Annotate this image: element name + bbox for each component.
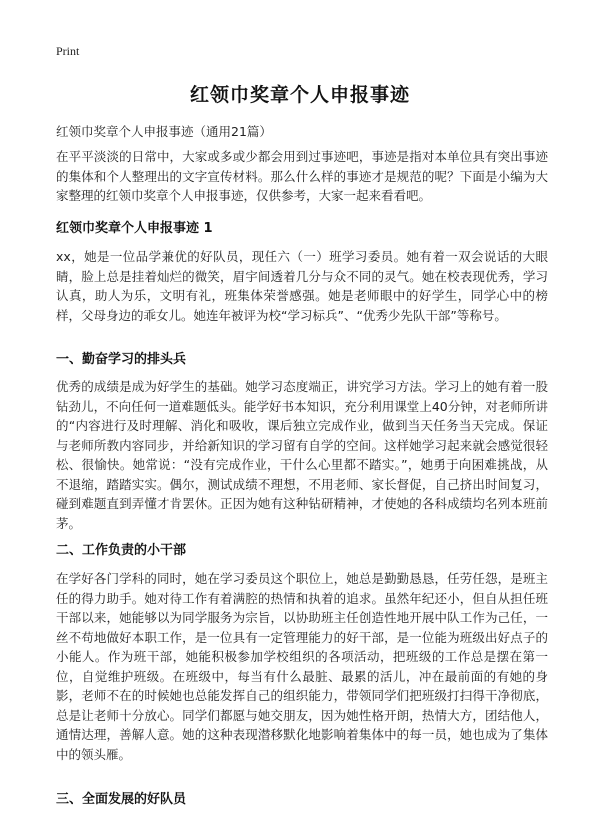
- page-title: 红领巾奖章个人申报事迹: [189, 84, 410, 106]
- paragraph-cadre: 在学好各门学科的同时，她在学习委员这个职位上，她总是勤勤恳恳，任劳任怨，是班主任的得力助手。她对待工作有着满腔的热情和执着的追求。虽然年纪还小，但自从担任班干部以来，她能够以为同学服务为宗旨，以协助班主任创造性地开展中队工作为己任，一丝不苟地做好本职工作，是一位具有一定管理能力的好干部，是一位能为班级出好点子的小能人。作为班干部，她能积极参加学校组织的各项活动，把班级的工作总是摆在第一位，自觉维护班级。在班级中，每当有什么最脏、最累的活儿，冲在最前面的有她的身影，老师不在的时候她也总能发挥自己的组织能力，带领同学们把班级打扫得干净彻底，总是让老师十分放心。同学们都愿与她交朋友，因为她性格开朗，热情大方，团结他人，通情达理，善解人意。她的这种表现潜移默化地影响着集体中的每一员，她也成为了集体中的领头雁。: [56, 571, 548, 762]
- print-link[interactable]: Print: [56, 44, 80, 58]
- paragraph-intro-student: xx，她是一位品学兼优的好队员，现任六（一）班学习委员。她有着一双会说话的大眼睛，脸上总是挂着灿烂的微笑，眉宇间透着几分与众不同的灵气。她在校表现优秀，学习认真，助人为乐，文明有礼，班集体荣誉感强。她是老师眼中的好学生，同学心中的榜样，父母身边的乖女儿。她连年被评为校“学习标兵”、“优秀少先队干部”等称号。: [56, 249, 548, 323]
- heading-allround: 三、全面发展的好队员: [56, 792, 187, 807]
- intro-paragraph: 在平平淡淡的日常中，大家或多或少都会用到过事迹吧，事迹是指对本单位具有突出事迹的集体和个人整理出的文字宣传材料。那么什么样的事迹才是规范的呢？下面是小编为大家整理的红领巾奖章个人申报事迹，仅供参考，大家一起来看看吧。: [56, 149, 548, 203]
- heading-cadre: 二、工作负责的小干部: [56, 543, 187, 558]
- section-title: 红领巾奖章个人申报事迹 1: [56, 221, 213, 236]
- heading-study: 一、勤奋学习的排头兵: [56, 352, 187, 367]
- document-subtitle: 红领巾奖章个人申报事迹（通用21篇）: [56, 124, 272, 139]
- paragraph-study: 优秀的成绩是成为好学生的基础。她学习态度端正，讲究学习方法。学习上的她有着一股钻劲儿，不向任何一道难题低头。能学好书本知识，充分利用课堂上40分钟，对老师所讲的“内容进行及时理解、消化和吸收，课后独立完成作业，做到当天任务当天完成。保证与老师所教内容同步，并给新知识的学习留有自学的空间。这样她学习起来就会感觉很轻松、很愉快。她常说：“没有完成作业，干什么心里都不踏实。”，她勇于向困难挑战，从不退缩，踏踏实实。偶尔，测试成绩不理想，不用老师、家长督促，自己挤出时间复习，碰到难题直到弄懂才肯罢休。正因为她有这种钻研精神，才使她的各科成绩均名列本班前茅。: [56, 379, 548, 531]
